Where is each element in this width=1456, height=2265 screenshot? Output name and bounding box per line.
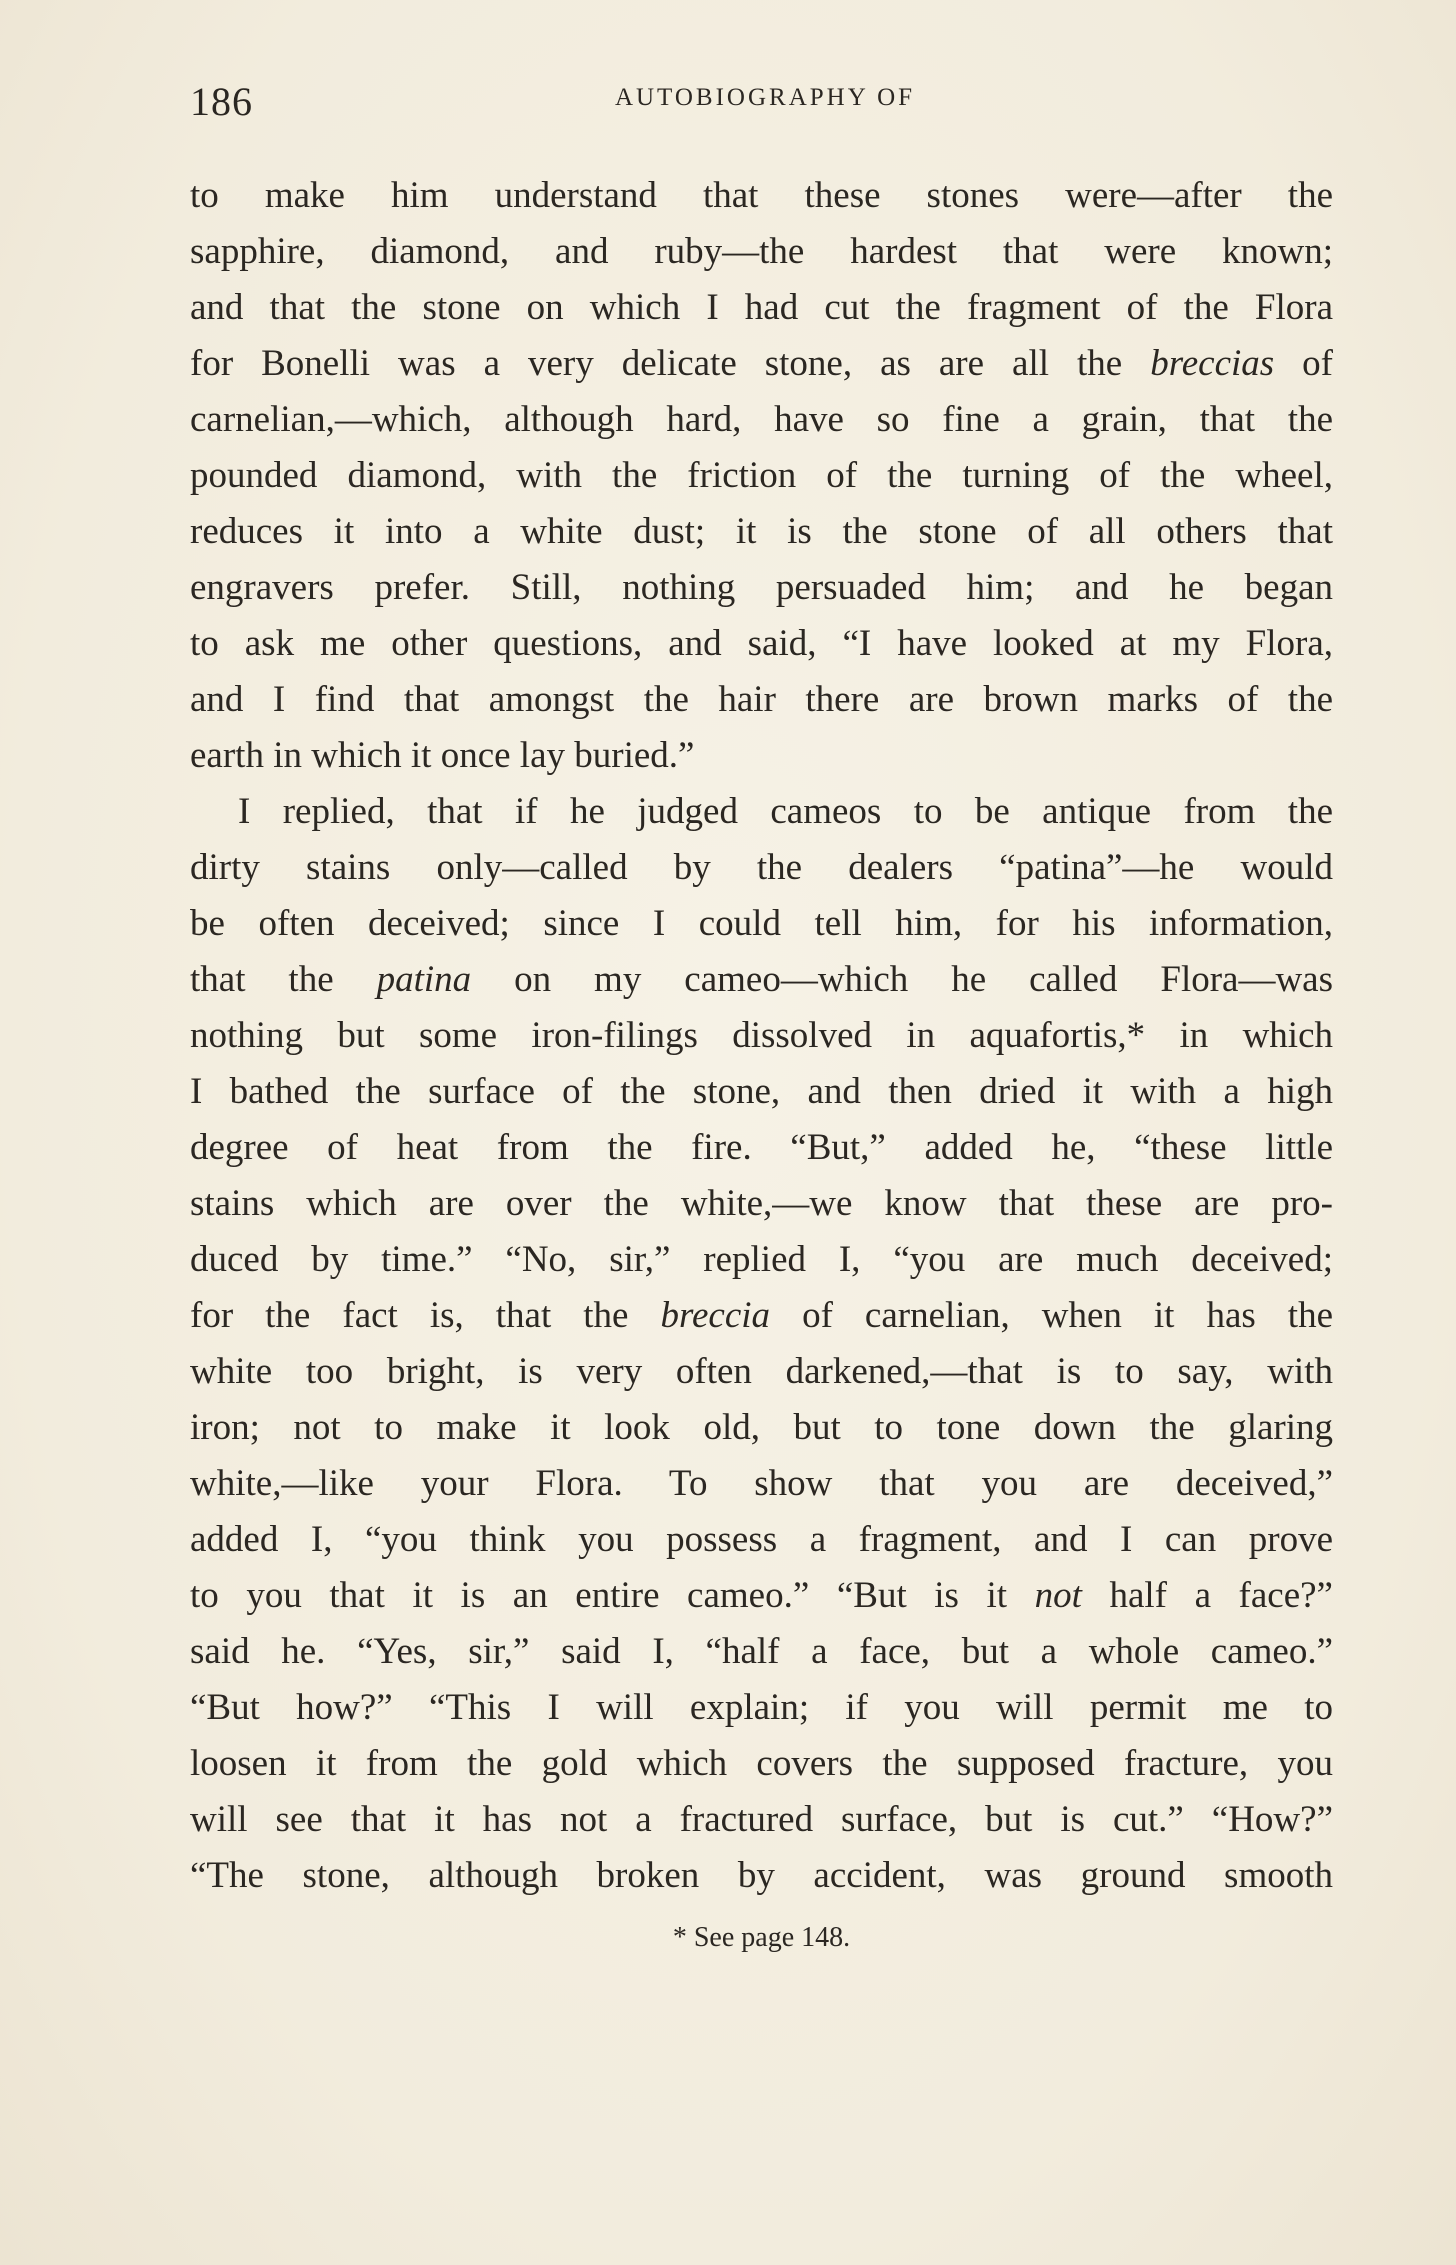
text-line: white too bright, is very often darkened,—that is to say, with [190, 1351, 1333, 1392]
text-line: added I, “you think you possess a fragment, and I can prove [190, 1519, 1333, 1560]
text-line: for Bonelli was a very delicate stone, as are all the breccias of [190, 343, 1333, 384]
paragraph-end-line: earth in which it once lay buried.” [190, 735, 695, 776]
paragraph-start-line: I replied, that if he judged cameos to be antique from the [238, 791, 1333, 832]
text-line: stains which are over the white,—we know that these are pro- [190, 1183, 1333, 1224]
italic-term: breccias [1150, 343, 1275, 384]
text-line: to ask me other questions, and said, “I have looked at my Flora, [190, 623, 1333, 664]
text-line: and that the stone on which I had cut the fragment of the Flora [190, 287, 1333, 328]
text-line: for the fact is, that the breccia of carnelian, when it has the [190, 1295, 1333, 1336]
text-line: “But how?” “This I will explain; if you will permit me to [190, 1687, 1333, 1728]
text-line: be often deceived; since I could tell him, for his information, [190, 903, 1333, 944]
text-line: dirty stains only—called by the dealers “patina”—he would [190, 847, 1333, 888]
text-line: that the patina on my cameo—which he called Flora—was [190, 959, 1334, 1000]
text-line: carnelian,—which, although hard, have so fine a grain, that the [190, 399, 1333, 440]
text-line: loosen it from the gold which covers the supposed fracture, you [190, 1743, 1333, 1784]
running-head: AUTOBIOGRAPHY OF [614, 84, 916, 111]
text-line: iron; not to make it look old, but to tone down the glaring [190, 1407, 1333, 1448]
text-line: white,—like your Flora. To show that you are deceived,” [190, 1463, 1333, 1504]
page-header [190, 70, 1340, 130]
body-text [190, 168, 1333, 1904]
text-line: to you that it is an entire cameo.” “But is it not half a face?” [190, 1575, 1333, 1616]
text-line: engravers prefer. Still, nothing persuaded him; and he began [190, 567, 1333, 608]
text-line: to make him understand that these stones were—after the [190, 175, 1333, 216]
text-line: degree of heat from the fire. “But,” added he, “these little [190, 1127, 1333, 1168]
text-line: reduces it into a white dust; it is the stone of all others that [190, 511, 1333, 552]
footnote: * See page 148. [672, 1922, 851, 1953]
text-line: nothing but some iron-filings dissolved in aquafortis,* in which [190, 1015, 1333, 1056]
italic-term: breccia [660, 1295, 771, 1336]
text-line: “The stone, although broken by accident, was ground smooth [190, 1855, 1333, 1896]
text-line: pounded diamond, with the friction of the turning of the wheel, [190, 455, 1333, 496]
text-line: and I find that amongst the hair there are brown marks of the [190, 679, 1333, 720]
text-line: said he. “Yes, sir,” said I, “half a face, but a whole cameo.” [190, 1631, 1333, 1672]
text-line: sapphire, diamond, and ruby—the hardest that were known; [190, 231, 1333, 272]
text-line: duced by time.” “No, sir,” replied I, “you are much deceived; [190, 1239, 1333, 1280]
italic-term: not [1034, 1575, 1082, 1616]
italic-term: patina [376, 959, 472, 1000]
text-line: will see that it has not a fractured surface, but is cut.” “How?” [190, 1799, 1333, 1840]
text-line: I bathed the surface of the stone, and then dried it with a high [190, 1071, 1333, 1112]
page-number: 186 [190, 79, 253, 124]
